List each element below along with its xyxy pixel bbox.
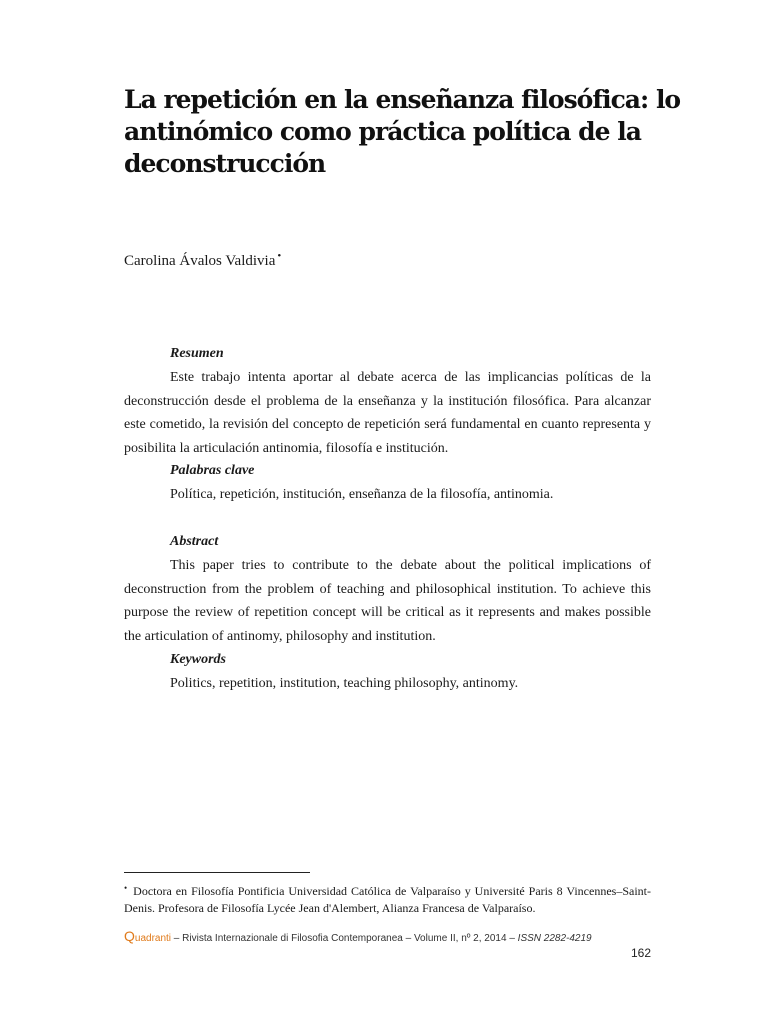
keywords-text: Politics, repetition, institution, teaching philosophy, antinomy. [170,676,519,691]
author-line [124,246,281,271]
palabras-clave-heading: Palabras clave [170,463,255,478]
journal-info: – Rivista Internazionale di Filosofia Contemporanea – Volume II, nº 2, 2014 – [171,933,518,944]
footnote [124,880,651,917]
article-title: La repetición en la enseñanza filosófica: lo antinómico como práctica política de la deconstrucción [124,85,681,178]
footnote-text: Doctora en Filosofía Pontificia Universidad Católica de Valparaíso y Université Paris 8 Vincennes–Saint-Denis. Profesora de Filosofía Lycée Jean d'Alembert, Alianza Francesa de Valparaíso. [124,884,651,915]
resumen-heading: Resumen [170,346,224,361]
abstract-heading: Abstract [170,534,219,549]
author-name: Carolina Ávalos Valdivia [124,253,276,269]
footnote-divider [124,872,310,873]
keywords-heading: Keywords [170,652,226,667]
resumen-text: Este trabajo intenta aportar al debate acerca de las implicancias políticas de la deconstrucción desde el problema de la enseñanza y la institución filosófica. Para alcanzar este cometido, la revisión del concepto de repetición será fundamental en cuanto representa y posibilita la articulación antinomia, filosofía e institución. [124,370,651,456]
author-footnote-marker: • [277,250,282,262]
palabras-clave-text: Política, repetición, institución, enseñanza de la filosofía, antinomia. [170,487,554,502]
journal-logo-initial: Q [124,928,135,944]
page-number: 162 [630,946,651,960]
footnote-marker: • [124,883,128,893]
abstract-text: This paper tries to contribute to the debate about the political implications of deconstruction from the problem of teaching and philosophical institution. To achieve this purpose the review of repetition concept will be critical as it represents and makes possible the articulation of antinomy, philosophy and institution. [124,558,651,644]
journal-issn: ISSN 2282-4219 [517,933,592,944]
journal-footer [124,928,592,944]
journal-logo-name: uadranti [134,933,172,944]
